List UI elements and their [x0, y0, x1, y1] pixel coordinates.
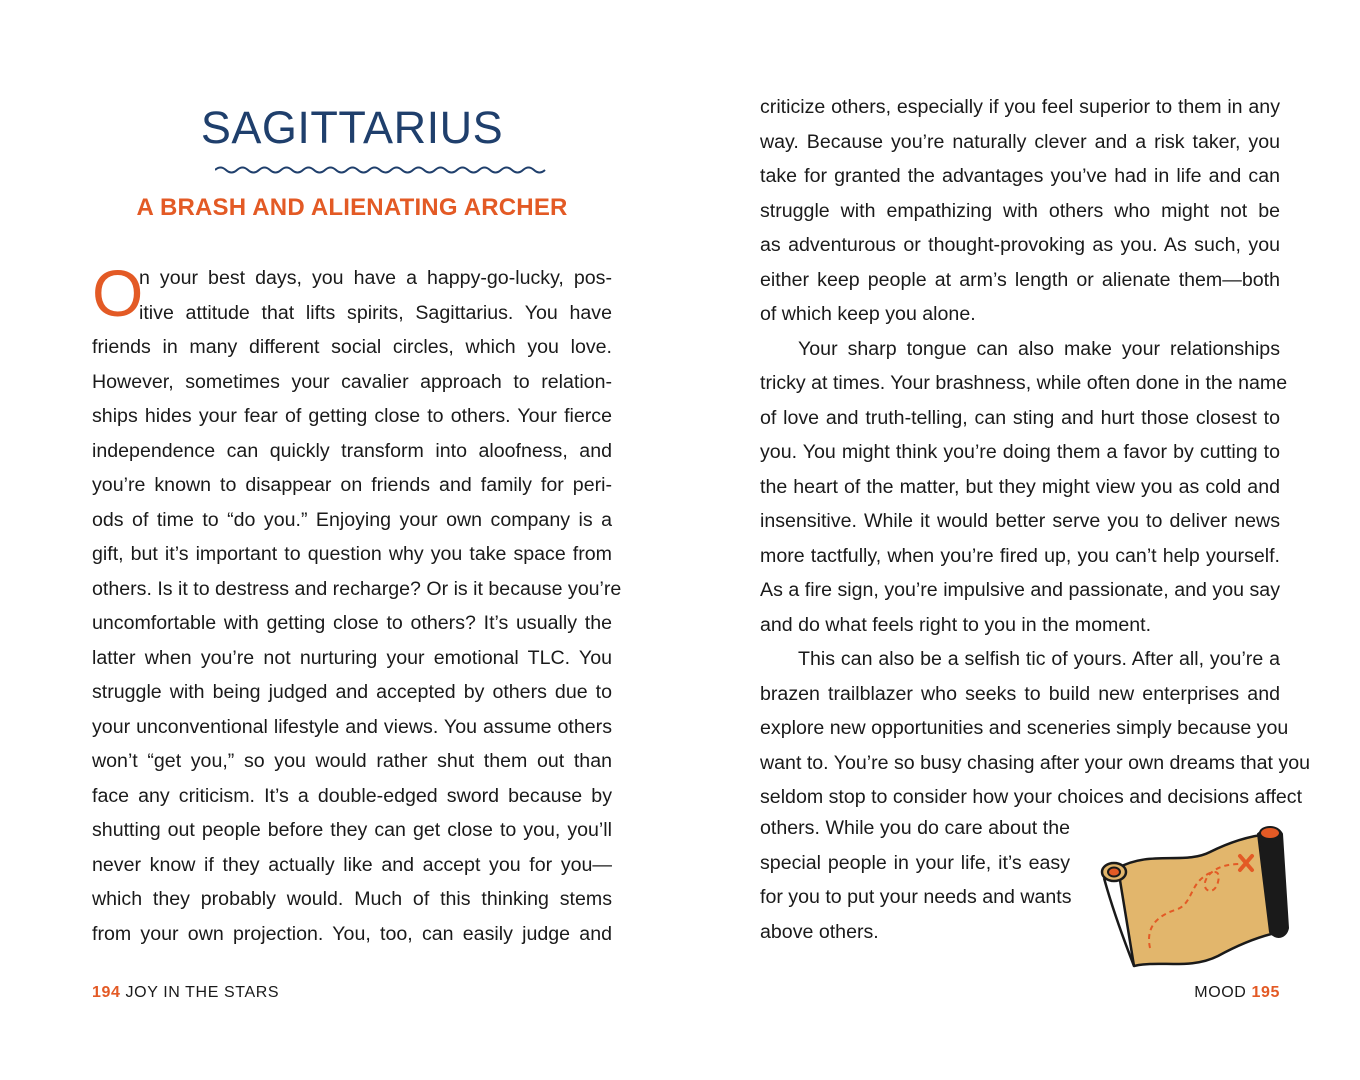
- body-line: of love and truth-telling, can sting and hurt those closest to: [760, 406, 1280, 429]
- body-line: above others.: [760, 920, 879, 943]
- chapter-title: SAGITTARIUS: [200, 102, 504, 153]
- body-line: you. You might think you’re doing them a favor by cutting to: [760, 441, 1280, 463]
- body-line: from your own projection. You, too, can easily judge and: [92, 922, 612, 945]
- body-line: want to. You’re so busy chasing after your own dreams that you: [760, 751, 1311, 774]
- right-page: [680, 0, 1360, 1080]
- body-line: Your sharp tongue can also make your relationships: [798, 337, 1280, 360]
- body-line: shutting out people before they can get close to you, you’ll: [92, 819, 612, 841]
- body-line: struggle with being judged and accepted by others due to: [92, 681, 612, 703]
- drop-cap: O: [92, 256, 144, 330]
- body-line: This can also be a selfish tic of yours. After all, you’re a: [798, 648, 1280, 670]
- page-number: 194: [92, 984, 121, 1001]
- body-line: insensitive. While it would better serve you to deliver news: [760, 510, 1280, 532]
- body-line: way. Because you’re naturally clever and a risk taker, you: [760, 130, 1280, 153]
- body-line: you’re known to disappear on friends and family for peri-: [92, 474, 612, 496]
- wave-divider: [215, 164, 547, 176]
- body-line: won’t “get you,” so you would rather shut them out than: [92, 750, 612, 772]
- body-line: itive attitude that lifts spirits, Sagittarius. You have: [139, 301, 612, 324]
- page-footer-left: [92, 983, 279, 1003]
- body-line: never know if they actually like and accept you for you—: [92, 853, 612, 876]
- body-line: for you to put your needs and wants: [760, 886, 1072, 908]
- body-line: ods of time to “do you.” Enjoying your own company is a: [92, 508, 612, 531]
- running-head: JOY IN THE STARS: [125, 984, 280, 1001]
- left-body-text: [92, 256, 622, 951]
- body-line: tricky at times. Your brashness, while often done in the name: [760, 372, 1288, 394]
- body-line: criticize others, especially if you feel superior to them in any: [760, 96, 1280, 118]
- page-footer-right: [1194, 983, 1280, 1003]
- body-line: more tactfully, when you’re fired up, you can’t help yourself.: [760, 544, 1280, 567]
- body-line: n your best days, you have a happy-go-lucky, pos-: [139, 267, 612, 289]
- body-line: others. While you do care about the: [760, 817, 1070, 839]
- body-line: which they probably would. Much of this thinking stems: [92, 888, 612, 910]
- body-line: face any criticism. It’s a double-edged sword because by: [92, 784, 612, 807]
- body-line: special people in your life, it’s easy: [760, 851, 1070, 874]
- body-line: latter when you’re not nurturing your emotional TLC. You: [92, 646, 612, 669]
- running-head: MOOD: [1194, 984, 1247, 1001]
- body-line: ships hides your fear of getting close to others. Your fierce: [92, 405, 612, 427]
- body-line: uncomfortable with getting close to others? It’s usually the: [92, 612, 612, 634]
- body-line: brazen trailblazer who seeks to build new enterprises and: [760, 682, 1280, 705]
- body-line: independence can quickly transform into aloofness, and: [92, 439, 612, 462]
- body-line: and do what feels right to you in the moment.: [760, 613, 1152, 636]
- chapter-subtitle: A BRASH AND ALIENATING ARCHER: [136, 194, 568, 221]
- body-line: as adventurous or thought-provoking as you. As such, you: [760, 234, 1280, 256]
- right-body-text-wrap: [760, 811, 1070, 949]
- body-line: seldom stop to consider how your choices and decisions affect: [760, 786, 1303, 808]
- body-line: explore new opportunities and sceneries simply because you: [760, 717, 1289, 739]
- page-number: 195: [1251, 984, 1280, 1001]
- body-line: your unconventional lifestyle and views. You assume others: [92, 715, 612, 738]
- body-line: the heart of the matter, but they might view you as cold and: [760, 475, 1280, 498]
- body-line: friends in many different social circles, which you love.: [92, 336, 612, 358]
- body-line: However, sometimes your cavalier approach to relation-: [92, 370, 612, 393]
- treasure-map-scroll-icon: [1090, 820, 1290, 970]
- right-body-text: [760, 90, 1311, 815]
- body-line: others. Is it to destress and recharge? Or is it because you’re: [92, 577, 622, 600]
- body-line: take for granted the advantages you’ve had in life and can: [760, 165, 1280, 187]
- body-line: struggle with empathizing with others who might not be: [760, 199, 1280, 222]
- body-line: of which keep you alone.: [760, 303, 976, 325]
- body-line: either keep people at arm’s length or alienate them—both: [760, 268, 1280, 291]
- body-line: gift, but it’s important to question why you take space from: [92, 543, 612, 565]
- body-line: As a fire sign, you’re impulsive and passionate, and you say: [760, 579, 1280, 601]
